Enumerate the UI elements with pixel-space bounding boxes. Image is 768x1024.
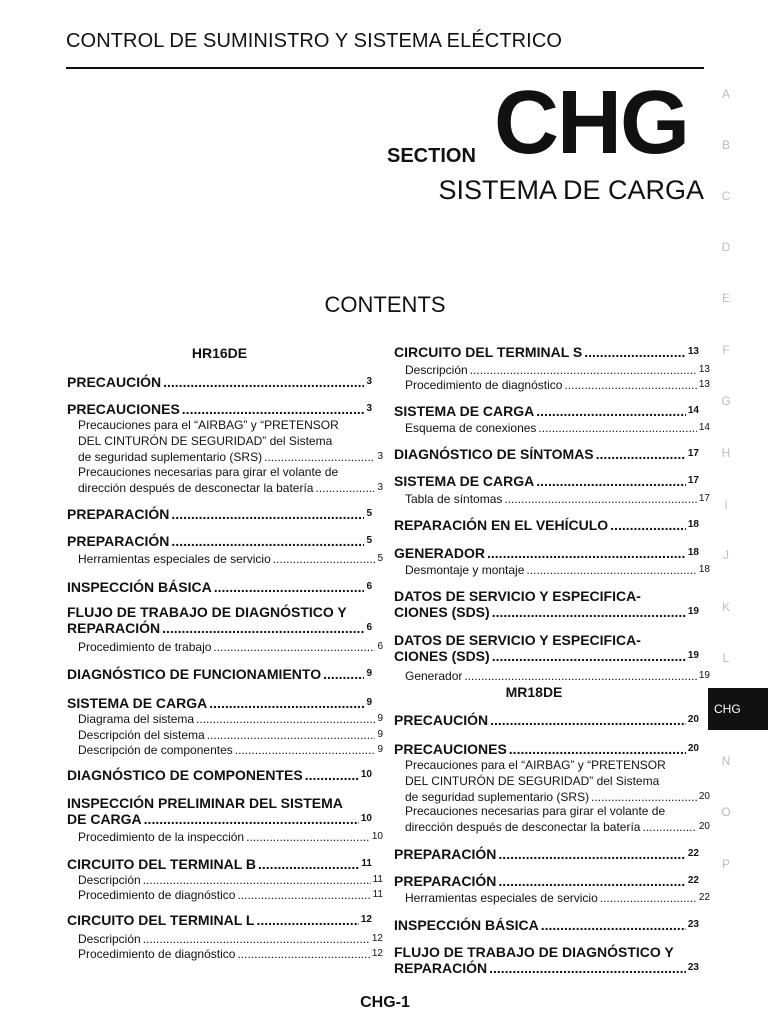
toc-page-number: 22 (698, 892, 710, 903)
section-tab-n[interactable]: N (721, 754, 731, 768)
dot-leader (323, 666, 364, 682)
toc-section-entry[interactable] (67, 695, 372, 711)
section-tab-p[interactable]: P (721, 857, 730, 871)
dot-leader (492, 604, 686, 620)
toc-entry-text-line: DATOS DE SERVICIO Y ESPECIFICA- (394, 588, 641, 604)
toc-entry-text-line: Precauciones para el “AIRBAG” y “PRETENSOR (405, 758, 666, 772)
toc-entry-title: DIAGNÓSTICO DE FUNCIONAMIENTO (67, 666, 322, 682)
toc-subsection-entry[interactable] (67, 727, 383, 743)
toc-section-entry[interactable] (394, 712, 699, 728)
toc-page-number: 11 (372, 874, 383, 885)
toc-entry-title: PRECAUCIONES (67, 401, 180, 417)
toc-page-number: 22 (687, 848, 699, 859)
toc-subsection-entry[interactable] (394, 420, 710, 436)
toc-entry-title: dirección después de desconectar la batería (78, 481, 314, 495)
section-tab-f[interactable]: F (722, 343, 730, 357)
dot-leader (209, 695, 364, 711)
toc-entry-title: Herramientas especiales de servicio (405, 891, 598, 905)
toc-page-number: 9 (377, 713, 383, 724)
dot-leader (610, 517, 686, 533)
toc-entry-title: Procedimiento de diagnóstico (405, 378, 563, 392)
toc-entry-title: Descripción (78, 873, 141, 887)
engine-model-heading: MR18DE (505, 684, 563, 700)
toc-section-entry[interactable] (394, 588, 699, 620)
toc-entry-title: Procedimiento de diagnóstico (78, 947, 236, 961)
toc-section-entry[interactable] (67, 533, 372, 549)
toc-section-entry[interactable] (67, 767, 372, 783)
dot-leader (258, 856, 359, 872)
toc-page-number: 9 (366, 697, 372, 708)
toc-section-entry[interactable] (394, 446, 699, 462)
tab-chg-active[interactable]: CHG (708, 688, 768, 730)
toc-entry-title: DE CARGA (67, 811, 142, 827)
toc-subsection-entry[interactable] (67, 742, 383, 758)
dot-leader (492, 648, 686, 664)
toc-subsection-entry[interactable] (67, 946, 383, 962)
toc-entry-text-line: INSPECCIÓN PRELIMINAR DEL SISTEMA (67, 795, 343, 811)
toc-entry-title: Diagrama del sistema (78, 712, 195, 726)
toc-page-number: 20 (698, 791, 710, 802)
dot-leader (526, 562, 696, 578)
toc-page-number: 14 (698, 422, 710, 433)
section-tab-l[interactable]: L (722, 651, 730, 665)
toc-page-number: 3 (377, 451, 383, 462)
toc-entry-title: Tabla de síntomas (405, 492, 503, 506)
toc-subsection-entry[interactable] (394, 803, 710, 835)
toc-subsection-entry[interactable] (394, 562, 710, 578)
dot-leader (536, 403, 686, 419)
toc-section-entry[interactable] (67, 604, 372, 636)
dot-leader (143, 872, 371, 888)
section-tab-b[interactable]: B (721, 138, 730, 152)
dot-leader (489, 960, 686, 976)
toc-subsection-entry[interactable] (394, 491, 710, 507)
toc-entry-title: PRECAUCIÓN (394, 712, 489, 728)
toc-subsection-entry[interactable] (67, 464, 383, 496)
toc-page-number: 5 (377, 553, 383, 564)
toc-section-entry[interactable] (67, 666, 372, 682)
dot-leader (264, 449, 375, 465)
toc-page-number: 10 (371, 831, 383, 842)
dot-leader (213, 639, 375, 655)
dot-leader (464, 668, 697, 684)
toc-entry-text-line: DATOS DE SERVICIO Y ESPECIFICA- (394, 632, 641, 648)
toc-entry-title: REPARACIÓN EN EL VEHÍCULO (394, 517, 609, 533)
toc-subsection-entry[interactable] (394, 668, 710, 684)
toc-page-number: 3 (377, 482, 383, 493)
toc-entry-text-line: FLUJO DE TRABAJO DE DIAGNÓSTICO Y (394, 944, 674, 960)
toc-page-number: 19 (687, 650, 699, 661)
toc-page-number: 5 (366, 535, 372, 546)
toc-entry-title: Procedimiento de la inspección (78, 830, 245, 844)
toc-entry-title: SISTEMA DE CARGA (394, 473, 535, 489)
section-tab-g[interactable]: G (721, 394, 731, 408)
dot-leader (171, 506, 364, 522)
toc-entry-title: SISTEMA DE CARGA (394, 403, 535, 419)
dot-leader (564, 377, 696, 393)
page-number: CHG-1 (360, 994, 410, 1011)
toc-entry-text-line: Precauciones necesarias para girar el volante de (78, 465, 339, 479)
toc-page-number: 10 (360, 813, 372, 824)
dot-leader (144, 811, 359, 827)
dot-leader (182, 401, 365, 417)
page-header-title: CONTROL DE SUMINISTRO Y SISTEMA ELÉCTRICO (66, 30, 563, 52)
toc-section-entry[interactable] (394, 517, 699, 533)
toc-entry-title: CIONES (SDS) (394, 648, 490, 664)
section-tab-d[interactable]: D (721, 240, 731, 254)
dot-leader (196, 711, 375, 727)
toc-subsection-entry[interactable] (67, 931, 383, 947)
toc-page-number: 9 (377, 729, 383, 740)
toc-page-number: 5 (366, 508, 372, 519)
toc-section-entry[interactable] (394, 917, 699, 933)
section-tab-e[interactable]: E (721, 291, 730, 305)
toc-entry-title: Procedimiento de diagnóstico (78, 888, 236, 902)
toc-section-entry[interactable] (67, 856, 372, 872)
toc-entry-title: Descripción (405, 363, 468, 377)
toc-section-entry[interactable] (67, 401, 372, 417)
toc-page-number: 10 (360, 769, 372, 780)
dot-leader (256, 912, 358, 928)
toc-page-number: 20 (687, 743, 699, 754)
dot-leader (642, 819, 696, 835)
toc-page-number: 6 (366, 622, 372, 633)
toc-entry-text-line: Precauciones para el “AIRBAG” y “PRETENSOR (78, 418, 339, 432)
header-rule (66, 67, 704, 69)
toc-subsection-entry[interactable] (67, 711, 383, 727)
toc-page-number: 6 (366, 581, 372, 592)
toc-section-entry[interactable] (67, 506, 372, 522)
toc-section-entry[interactable] (394, 944, 699, 976)
dot-leader (498, 873, 685, 889)
toc-section-entry[interactable] (394, 545, 699, 561)
toc-entry-title: CIRCUITO DEL TERMINAL B (67, 856, 257, 872)
dot-leader (536, 473, 686, 489)
toc-entry-title: SISTEMA DE CARGA (67, 695, 208, 711)
toc-page-number: 11 (372, 889, 383, 900)
toc-entry-title: PREPARACIÓN (394, 873, 497, 889)
toc-entry-title: Desmontaje y montaje (405, 563, 525, 577)
dot-leader (490, 712, 686, 728)
toc-section-entry[interactable] (394, 473, 699, 489)
dot-leader (214, 579, 365, 595)
section-name: SISTEMA DE CARGA (438, 175, 704, 205)
toc-subsection-entry[interactable] (67, 887, 383, 903)
dot-leader (509, 741, 686, 757)
toc-page-number: 12 (360, 914, 372, 925)
toc-entry-title: Descripción del sistema (78, 728, 205, 742)
toc-page-number: 23 (687, 919, 699, 930)
dot-leader (171, 533, 364, 549)
toc-section-entry[interactable] (394, 873, 699, 889)
toc-page-number: 19 (687, 606, 699, 617)
dot-leader (162, 620, 364, 636)
toc-page-number: 20 (687, 714, 699, 725)
toc-page-number: 17 (687, 448, 699, 459)
toc-page-number: 14 (687, 405, 699, 416)
dot-leader (538, 420, 696, 436)
toc-page-number: 23 (687, 962, 699, 973)
toc-section-entry[interactable] (67, 374, 372, 390)
toc-page-number: 6 (377, 641, 383, 652)
toc-page-number: 3 (366, 376, 372, 387)
dot-leader (207, 727, 376, 743)
toc-entry-title: PREPARACIÓN (67, 506, 170, 522)
dot-leader (235, 742, 376, 758)
dot-leader (237, 946, 369, 962)
toc-page-number: 9 (377, 744, 383, 755)
toc-page-number: 12 (371, 933, 383, 944)
toc-section-entry[interactable] (67, 579, 372, 595)
section-tab-a[interactable]: A (721, 87, 730, 101)
toc-page-number: 13 (698, 379, 710, 390)
toc-page-number: 18 (687, 547, 699, 558)
toc-page-number: 19 (698, 670, 710, 681)
section-tab-c[interactable]: C (721, 189, 731, 203)
dot-leader (504, 491, 696, 507)
toc-page-number: 9 (366, 668, 372, 679)
toc-page-number: 13 (687, 346, 699, 357)
engine-model-heading: HR16DE (191, 345, 248, 361)
dot-leader (487, 545, 686, 561)
dot-leader (163, 374, 364, 390)
toc-page-number: 18 (698, 564, 710, 575)
dot-leader (246, 829, 370, 845)
toc-entry-title: DIAGNÓSTICO DE SÍNTOMAS (394, 446, 594, 462)
dot-leader (596, 446, 686, 462)
toc-entry-text-line: Precauciones necesarias para girar el volante de (405, 804, 666, 818)
toc-section-entry[interactable] (394, 632, 699, 664)
toc-page-number: 17 (698, 493, 710, 504)
toc-entry-title: PRECAUCIÓN (67, 374, 162, 390)
dot-leader (600, 890, 697, 906)
dot-leader (273, 551, 376, 567)
section-code: CHG (494, 73, 688, 173)
toc-subsection-entry[interactable] (394, 377, 710, 393)
toc-entry-title: Descripción de componentes (78, 743, 233, 757)
toc-entry-title: CIONES (SDS) (394, 604, 490, 620)
toc-section-entry[interactable] (67, 795, 372, 827)
toc-page-number: 3 (366, 403, 372, 414)
toc-subsection-entry[interactable] (394, 362, 710, 378)
dot-leader (470, 362, 697, 378)
toc-entry-title: CIRCUITO DEL TERMINAL L (67, 912, 255, 928)
section-word: SECTION (387, 145, 476, 167)
toc-subsection-entry[interactable] (67, 829, 383, 845)
toc-subsection-entry[interactable] (394, 757, 710, 805)
toc-subsection-entry[interactable] (67, 417, 383, 465)
toc-subsection-entry[interactable] (394, 890, 710, 906)
toc-page-number: 22 (687, 875, 699, 886)
toc-entry-title: de seguridad suplementario (SRS) (78, 450, 263, 464)
dot-leader (305, 767, 359, 783)
toc-entry-title: PREPARACIÓN (394, 846, 497, 862)
toc-page-number: 18 (687, 519, 699, 530)
section-tab-o[interactable]: O (721, 805, 731, 819)
toc-section-entry[interactable] (394, 741, 699, 757)
toc-entry-title: Generador (405, 669, 463, 683)
toc-subsection-entry[interactable] (67, 639, 383, 655)
toc-entry-title: Procedimiento de trabajo (78, 640, 212, 654)
dot-leader (541, 917, 686, 933)
toc-section-entry[interactable] (394, 403, 699, 419)
toc-subsection-entry[interactable] (67, 551, 383, 567)
toc-subsection-entry[interactable] (67, 872, 383, 888)
toc-entry-title: INSPECCIÓN BÁSICA (394, 917, 539, 933)
toc-entry-title: PREPARACIÓN (67, 533, 170, 549)
toc-entry-title: PRECAUCIONES (394, 741, 507, 757)
dot-leader (237, 887, 370, 903)
section-tab-k[interactable]: K (721, 600, 730, 614)
toc-page-number: 11 (361, 858, 372, 869)
toc-page-number: 13 (698, 364, 710, 375)
toc-entry-title: Esquema de conexiones (405, 421, 537, 435)
toc-entry-title: dirección después de desconectar la batería (405, 820, 641, 834)
toc-entry-text-line: FLUJO DE TRABAJO DE DIAGNÓSTICO Y (67, 604, 347, 620)
toc-page-number: 20 (698, 821, 710, 832)
dot-leader (315, 480, 375, 496)
toc-entry-text-line: DEL CINTURÓN DE SEGURIDAD” del Sistema (78, 434, 333, 448)
toc-entry-title: REPARACIÓN (67, 620, 161, 636)
toc-entry-title: DIAGNÓSTICO DE COMPONENTES (67, 767, 303, 783)
section-tab-h[interactable]: H (721, 446, 731, 460)
toc-entry-title: Herramientas especiales de servicio (78, 552, 271, 566)
toc-entry-title: CIRCUITO DEL TERMINAL S (394, 344, 583, 360)
dot-leader (143, 931, 370, 947)
toc-entry-title: REPARACIÓN (394, 960, 488, 976)
toc-entry-title: INSPECCIÓN BÁSICA (67, 579, 212, 595)
toc-entry-text-line: DEL CINTURÓN DE SEGURIDAD” del Sistema (405, 774, 660, 788)
toc-section-entry[interactable] (394, 846, 699, 862)
toc-entry-title: GENERADOR (394, 545, 486, 561)
toc-page-number: 17 (687, 475, 699, 486)
dot-leader (584, 344, 686, 360)
toc-page-number: 12 (371, 948, 383, 959)
section-tab-j[interactable]: J (723, 548, 729, 562)
toc-section-entry[interactable] (394, 344, 699, 360)
toc-entry-title: Descripción (78, 932, 141, 946)
toc-entry-title: de seguridad suplementario (SRS) (405, 790, 590, 804)
dot-leader (498, 846, 685, 862)
contents-heading: CONTENTS (324, 292, 446, 317)
section-tab-i[interactable]: I (724, 498, 728, 512)
toc-section-entry[interactable] (67, 912, 372, 928)
